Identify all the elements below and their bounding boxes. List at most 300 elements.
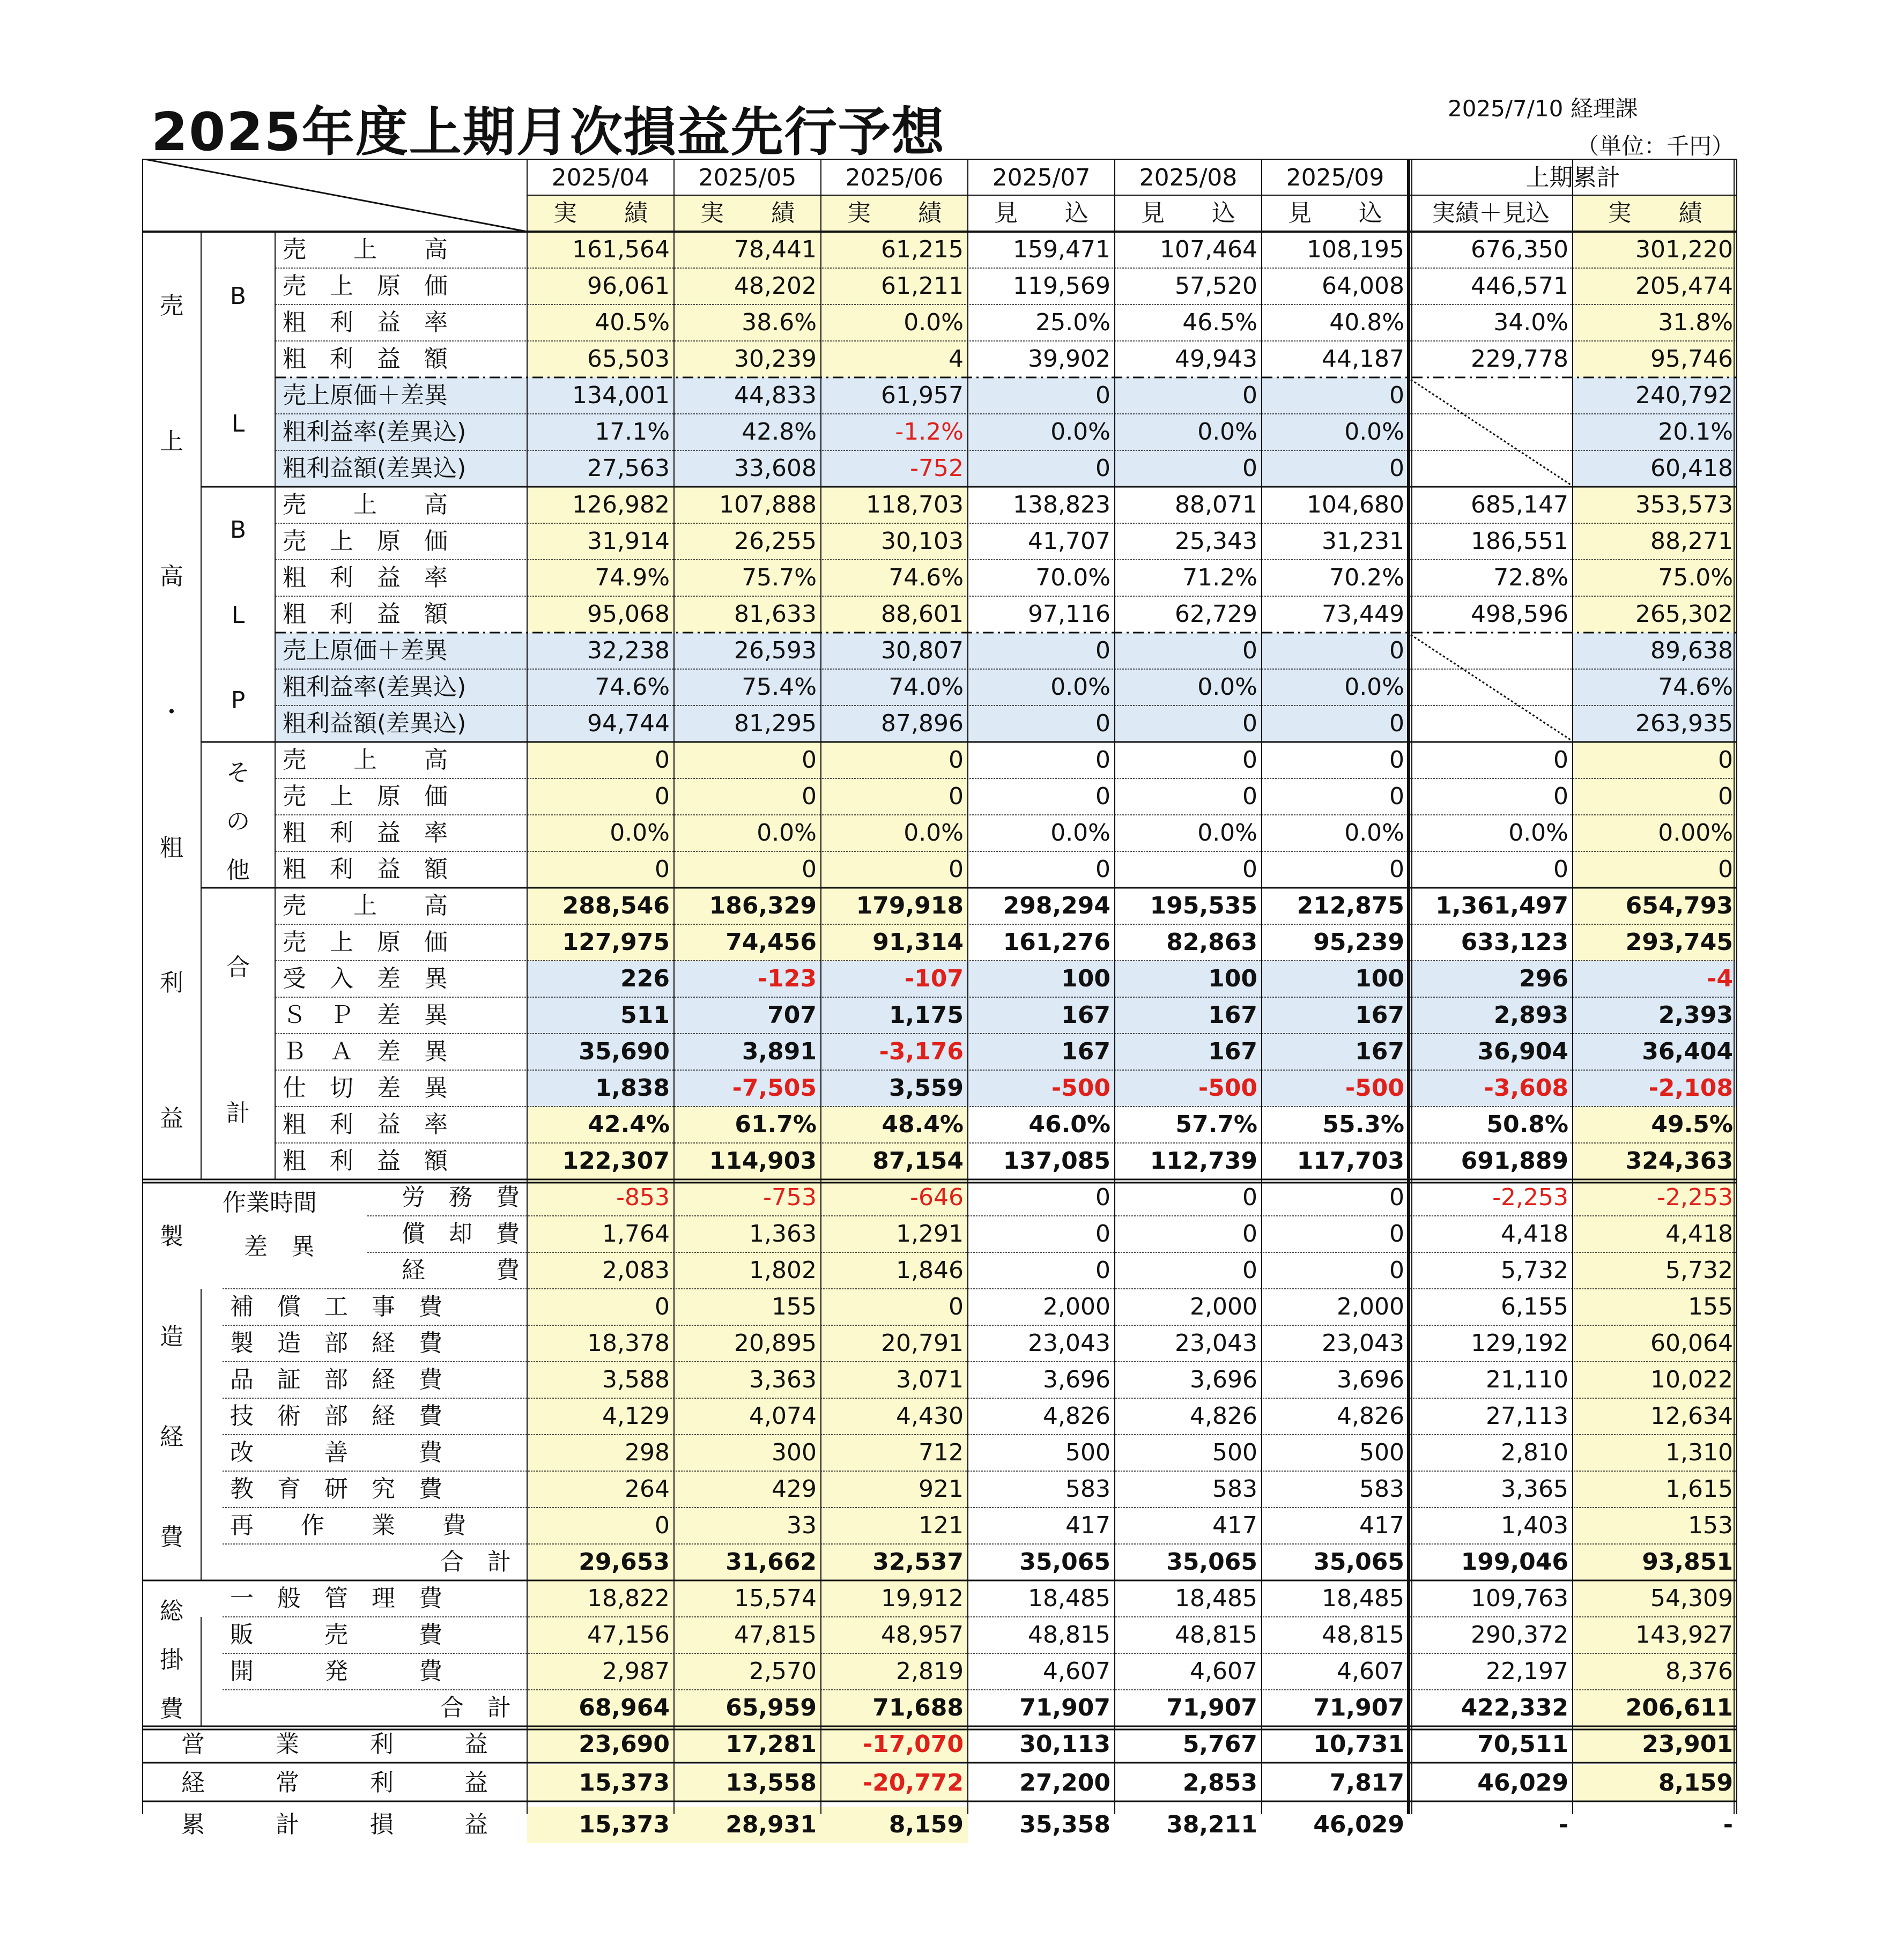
row-label: 累 計 損 益 <box>181 1811 488 1838</box>
group-label-other: の <box>226 808 250 835</box>
value-cell: -752 <box>821 450 968 487</box>
value-cell: 921 <box>821 1471 968 1508</box>
value-cell: 583 <box>1212 1475 1257 1503</box>
value-cell: 0.0% <box>968 669 1115 706</box>
value-cell: -4 <box>1573 961 1737 997</box>
value-cell: 75.7% <box>674 560 821 596</box>
value-cell: 61,957 <box>821 377 968 414</box>
row-label: 粗 利 益 額 <box>283 600 448 628</box>
row-label: 売上原価＋差異 <box>275 633 527 669</box>
value-cell: 126,982 <box>527 487 674 523</box>
value-cell: 153 <box>1573 1508 1737 1544</box>
value-cell: 186,329 <box>674 888 821 924</box>
value-cell: 3,559 <box>821 1070 968 1107</box>
value-cell: 62,729 <box>1175 600 1257 628</box>
value-cell: 15,373 <box>527 1807 674 1843</box>
value-cell: 121 <box>821 1508 968 1544</box>
value-cell: 71.2% <box>1182 564 1257 591</box>
value-cell: 38.6% <box>674 305 821 341</box>
value-cell: 100 <box>1115 961 1262 997</box>
value-cell: 2,393 <box>1573 997 1737 1034</box>
value-cell: -7,505 <box>674 1070 821 1107</box>
value-cell: 0.0% <box>1115 669 1262 706</box>
row-label: 粗 利 益 率 <box>283 1111 448 1138</box>
value-cell: 41,707 <box>1028 528 1110 555</box>
value-cell: 2,570 <box>674 1653 821 1690</box>
value-cell: 226 <box>527 961 674 997</box>
group-label-bl: L <box>231 410 245 437</box>
row-label: 製 造 部 経 費 <box>230 1330 442 1357</box>
value-cell: 0 <box>1389 856 1404 883</box>
value-cell: 2,000 <box>1043 1293 1110 1320</box>
value-cell: 23,043 <box>1175 1330 1257 1357</box>
value-cell: 75.4% <box>674 669 821 706</box>
value-cell: 429 <box>674 1471 821 1508</box>
value-cell: 108,195 <box>1307 236 1404 263</box>
value-cell: 3,365 <box>1501 1475 1568 1503</box>
value-cell: 122,307 <box>527 1143 674 1179</box>
row-label: 売 上 原 価 <box>283 783 448 810</box>
value-cell: 88,601 <box>821 596 968 633</box>
value-cell: 0 <box>1553 783 1568 810</box>
value-cell: 1,310 <box>1573 1435 1737 1471</box>
value-cell: -2,253 <box>1492 1184 1568 1211</box>
row-label: 仕 切 差 異 <box>283 1074 448 1102</box>
value-cell: 12,634 <box>1573 1398 1737 1435</box>
value-cell: 40.8% <box>1329 309 1404 336</box>
value-cell: 60,064 <box>1573 1325 1737 1362</box>
value-cell: 4,418 <box>1573 1216 1737 1252</box>
value-cell: 88,271 <box>1573 523 1737 560</box>
section-label-sales-gross-profit: 高 <box>160 563 183 591</box>
value-cell: 8,159 <box>821 1807 968 1843</box>
value-cell: -107 <box>821 961 968 997</box>
value-cell: 0 <box>1389 746 1404 774</box>
value-cell: 0 <box>1095 856 1110 883</box>
value-cell: 3,891 <box>674 1034 821 1070</box>
value-cell: 75.0% <box>1573 560 1737 596</box>
row-label: 売 上 原 価 <box>283 528 448 555</box>
row-label: 粗利益額(差異込) <box>275 706 527 742</box>
value-cell: 0.0% <box>1262 414 1409 450</box>
page-title: 2025年度上期月次損益先行予想 <box>151 102 945 163</box>
value-cell: 47,815 <box>674 1617 821 1653</box>
value-cell: 89,638 <box>1573 633 1737 669</box>
value-cell: 32,537 <box>821 1544 968 1580</box>
value-cell: 417 <box>1359 1512 1404 1539</box>
value-cell: 21,110 <box>1486 1366 1568 1393</box>
value-cell: -2,108 <box>1573 1070 1737 1107</box>
value-cell: 30,113 <box>1019 1731 1110 1758</box>
month-header: 2025/08 <box>1139 164 1238 191</box>
value-cell: 23,043 <box>1028 1330 1110 1357</box>
value-cell: 36,404 <box>1573 1034 1737 1070</box>
value-cell: -500 <box>968 1070 1115 1107</box>
value-cell: 114,903 <box>674 1143 821 1179</box>
value-cell: 35,690 <box>527 1034 674 1070</box>
value-cell: 119,569 <box>1013 272 1110 300</box>
value-cell: 78,441 <box>674 232 821 268</box>
value-cell: 3,071 <box>821 1362 968 1398</box>
value-cell: 94,744 <box>527 706 674 742</box>
month-header: 2025/04 <box>551 164 650 191</box>
value-cell: 0 <box>1262 706 1409 742</box>
value-cell: 159,471 <box>1013 236 1110 263</box>
value-cell: 500 <box>1065 1439 1110 1466</box>
type-header: 見 込 <box>1141 199 1235 227</box>
value-cell: -20,772 <box>821 1765 968 1801</box>
value-cell: 195,535 <box>1150 892 1257 919</box>
row-label: 売 上 高 <box>283 746 448 774</box>
value-cell: 0.0% <box>968 414 1115 450</box>
value-cell: 44,833 <box>674 377 821 414</box>
value-cell: 324,363 <box>1573 1143 1737 1179</box>
value-cell: 31,662 <box>674 1544 821 1580</box>
value-cell: 199,046 <box>1461 1548 1568 1576</box>
value-cell: 654,793 <box>1573 888 1737 924</box>
value-cell: 0 <box>821 851 968 888</box>
value-cell: 4 <box>821 341 968 377</box>
value-cell: 583 <box>1065 1475 1110 1503</box>
row-label: 粗 利 益 額 <box>283 1147 448 1175</box>
value-cell: 70.2% <box>1329 564 1404 591</box>
value-cell: 18,485 <box>1175 1585 1257 1612</box>
group-label-bl: B <box>229 283 247 310</box>
row-label: 受 入 差 異 <box>283 965 448 992</box>
value-cell: 25.0% <box>1035 309 1110 336</box>
value-cell: 0.0% <box>674 815 821 851</box>
value-cell: 4,129 <box>527 1398 674 1435</box>
value-cell: 511 <box>527 997 674 1034</box>
value-cell: 5,732 <box>1573 1252 1737 1289</box>
value-cell: 91,314 <box>821 924 968 961</box>
value-cell: - <box>1723 1811 1733 1838</box>
value-cell: 72.8% <box>1493 564 1568 591</box>
value-cell: 23,901 <box>1573 1726 1737 1763</box>
value-cell: 0 <box>1095 746 1110 774</box>
value-cell: 48.4% <box>821 1107 968 1143</box>
value-cell: 74.6% <box>1573 669 1737 706</box>
value-cell: 0 <box>1242 1184 1257 1211</box>
pl-forecast-table <box>142 159 1737 1838</box>
value-cell: 8,159 <box>1573 1765 1737 1801</box>
value-cell: 74.6% <box>527 669 674 706</box>
value-cell: 0 <box>1242 1220 1257 1248</box>
value-cell: 0 <box>1095 1184 1110 1211</box>
row-label: 粗利益率(差異込) <box>275 669 527 706</box>
unit-note: （単位：千円） <box>1576 133 1735 159</box>
row-label: 粗利益率(差異込) <box>275 414 527 450</box>
value-cell: 240,792 <box>1573 377 1737 414</box>
row-label: 粗 利 益 率 <box>283 819 448 847</box>
value-cell: 47,156 <box>527 1617 674 1653</box>
row-label: Ｂ Ａ 差 異 <box>283 1038 448 1065</box>
section-label-manufacturing-cost: 製 <box>160 1222 183 1250</box>
value-cell: 4,607 <box>1337 1658 1404 1685</box>
section-label-sga: 総 <box>160 1598 183 1625</box>
value-cell: 2,810 <box>1501 1439 1568 1466</box>
group-label-other: そ <box>226 759 250 787</box>
value-cell: 2,000 <box>1337 1293 1404 1320</box>
value-cell: 27,563 <box>527 450 674 487</box>
value-cell: 691,889 <box>1461 1147 1568 1175</box>
value-cell: 167 <box>968 1034 1115 1070</box>
header-diagonal <box>142 159 527 232</box>
value-cell: 118,703 <box>821 487 968 523</box>
value-cell: 633,123 <box>1461 929 1568 956</box>
value-cell: 167 <box>1115 997 1262 1034</box>
value-cell: 42.4% <box>527 1107 674 1143</box>
row-label: 粗 利 益 額 <box>283 856 448 883</box>
value-cell: 18,485 <box>1322 1585 1404 1612</box>
month-header: 2025/06 <box>845 164 944 191</box>
value-cell: 10,731 <box>1313 1731 1404 1758</box>
value-cell: 2,853 <box>1182 1769 1257 1796</box>
value-cell: 0.0% <box>1344 819 1404 847</box>
value-cell: 40.5% <box>527 305 674 341</box>
type-header: 見 込 <box>994 199 1088 227</box>
value-cell: 18,378 <box>527 1325 674 1362</box>
value-cell: 293,745 <box>1573 924 1737 961</box>
value-cell: 35,358 <box>1019 1811 1110 1838</box>
value-cell: 0 <box>1242 783 1257 810</box>
value-cell: 0 <box>1262 633 1409 669</box>
value-cell: 0 <box>1262 450 1409 487</box>
value-cell: 0 <box>1553 746 1568 774</box>
row-label: 売上原価＋差異 <box>275 377 527 414</box>
value-cell: 73,449 <box>1322 600 1404 628</box>
value-cell: 10,022 <box>1573 1362 1737 1398</box>
section-label-sales-gross-profit: 上 <box>160 427 183 455</box>
value-cell: 0 <box>821 778 968 815</box>
value-cell: 35,065 <box>1313 1548 1404 1576</box>
value-cell: 417 <box>1065 1512 1110 1539</box>
value-cell: 31,914 <box>527 523 674 560</box>
value-cell: 1,838 <box>527 1070 674 1107</box>
value-cell: 0 <box>1115 450 1262 487</box>
value-cell: 13,558 <box>674 1765 821 1801</box>
value-cell: 161,564 <box>527 232 674 268</box>
value-cell: 1,615 <box>1573 1471 1737 1508</box>
section-label-sales-gross-profit: 売 <box>160 292 183 320</box>
value-cell: -3,176 <box>821 1034 968 1070</box>
value-cell: 46.5% <box>1182 309 1257 336</box>
month-header: 2025/09 <box>1286 164 1384 191</box>
value-cell: 167 <box>968 997 1115 1034</box>
value-cell: 23,043 <box>1322 1330 1404 1357</box>
value-cell: 676,350 <box>1471 236 1568 263</box>
value-cell: 296 <box>1409 961 1573 997</box>
value-cell: 0 <box>821 742 968 778</box>
value-cell: 0 <box>968 633 1115 669</box>
value-cell: 5,732 <box>1501 1257 1568 1284</box>
value-cell: 8,376 <box>1573 1653 1737 1690</box>
value-cell: 0 <box>1389 783 1404 810</box>
value-cell: 50.8% <box>1486 1111 1568 1138</box>
value-cell: 1,363 <box>674 1216 821 1252</box>
value-cell: 161,276 <box>1003 929 1110 956</box>
value-cell: -2,253 <box>1573 1179 1737 1216</box>
value-cell: 33,608 <box>674 450 821 487</box>
value-cell: 583 <box>1359 1475 1404 1503</box>
value-cell: 1,764 <box>527 1216 674 1252</box>
value-cell: 57.7% <box>1175 1111 1257 1138</box>
row-label: 償 却 費 <box>402 1220 520 1248</box>
value-cell: -500 <box>1115 1070 1262 1107</box>
value-cell: -3,608 <box>1409 1070 1573 1107</box>
value-cell: 2,819 <box>821 1653 968 1690</box>
row-label: 教 育 研 究 費 <box>230 1475 442 1503</box>
section-label-sales-gross-profit: 利 <box>160 969 183 997</box>
value-cell: 0 <box>1573 742 1737 778</box>
value-cell: 0 <box>1573 778 1737 815</box>
value-cell: 70.0% <box>1035 564 1110 591</box>
type-header: 実 績 <box>821 195 968 232</box>
row-label: 合 計 <box>440 1694 511 1721</box>
value-cell: 129,192 <box>1471 1330 1568 1357</box>
value-cell: 2,987 <box>527 1653 674 1690</box>
value-cell: 0 <box>1262 377 1409 414</box>
row-label: 販 売 費 <box>230 1621 442 1649</box>
section-label-sga: 掛 <box>160 1646 183 1674</box>
value-cell: 0 <box>527 778 674 815</box>
value-cell: 0.0% <box>1197 819 1257 847</box>
value-cell: -123 <box>674 961 821 997</box>
row-label: 売 上 原 価 <box>283 929 448 956</box>
value-cell: 35,065 <box>1166 1548 1257 1576</box>
value-cell: 74.0% <box>821 669 968 706</box>
value-cell: 74.9% <box>527 560 674 596</box>
group-label-total: 合 <box>226 954 250 981</box>
row-label: 粗 利 益 率 <box>283 564 448 591</box>
value-cell: 0 <box>1242 856 1257 883</box>
value-cell: 0 <box>527 1508 674 1544</box>
section-label-sales-gross-profit: 益 <box>160 1104 183 1132</box>
section-label-sga: 費 <box>160 1695 183 1723</box>
type-header: 実 績 <box>674 195 821 232</box>
value-cell: 0 <box>1115 377 1262 414</box>
value-cell: 4,826 <box>1043 1402 1110 1430</box>
value-cell: 65,959 <box>674 1690 821 1726</box>
value-cell: 17,281 <box>674 1726 821 1763</box>
value-cell: 27,200 <box>1019 1769 1110 1796</box>
value-cell: 127,975 <box>527 924 674 961</box>
value-cell: 87,154 <box>821 1143 968 1179</box>
value-cell: 30,807 <box>821 633 968 669</box>
value-cell: 0 <box>1095 1220 1110 1248</box>
value-cell: 212,875 <box>1297 892 1404 919</box>
value-cell: 93,851 <box>1573 1544 1737 1580</box>
row-label: 粗利益額(差異込) <box>275 450 527 487</box>
value-cell: 0.0% <box>1050 819 1110 847</box>
value-cell: 353,573 <box>1573 487 1737 523</box>
value-cell: 422,332 <box>1461 1694 1568 1721</box>
value-cell: 0 <box>1095 1257 1110 1284</box>
value-cell: 74,456 <box>674 924 821 961</box>
value-cell: 112,739 <box>1150 1147 1257 1175</box>
value-cell: -853 <box>527 1179 674 1216</box>
value-cell: 117,703 <box>1297 1147 1404 1175</box>
value-cell: 30,239 <box>674 341 821 377</box>
value-cell: 3,588 <box>527 1362 674 1398</box>
value-cell: 17.1% <box>527 414 674 450</box>
value-cell: 0 <box>968 706 1115 742</box>
value-cell: 0 <box>968 450 1115 487</box>
value-cell: 0 <box>674 742 821 778</box>
value-cell: 31.8% <box>1573 305 1737 341</box>
value-cell: 18,822 <box>527 1580 674 1617</box>
group-label-blp: L <box>231 602 245 629</box>
row-label: 労 務 費 <box>402 1184 520 1211</box>
value-cell: 298,294 <box>1003 892 1110 919</box>
value-cell: 205,474 <box>1573 268 1737 305</box>
value-cell: 2,000 <box>1190 1293 1257 1320</box>
value-cell: -753 <box>674 1179 821 1216</box>
value-cell: 97,116 <box>1028 600 1110 628</box>
month-header: 2025/07 <box>992 164 1091 191</box>
table-grid <box>142 159 1737 1814</box>
value-cell: 33 <box>674 1508 821 1544</box>
value-cell: 71,907 <box>1313 1694 1404 1721</box>
row-label: 営 業 利 益 <box>181 1731 488 1758</box>
value-cell: 707 <box>674 997 821 1034</box>
row-label: 粗 利 益 率 <box>283 309 448 336</box>
value-cell: 0 <box>1389 1220 1404 1248</box>
value-cell: 1,802 <box>674 1252 821 1289</box>
blank-cell-diagonal <box>1411 380 1571 485</box>
value-cell: 26,255 <box>674 523 821 560</box>
value-cell: 87,896 <box>821 706 968 742</box>
value-cell: 712 <box>821 1435 968 1471</box>
labor-variance-label: 作業時間 <box>223 1189 317 1216</box>
row-label: 補 償 工 事 費 <box>230 1293 442 1320</box>
cumulative-type-header: 実 績 <box>1573 195 1737 232</box>
value-cell: 134,001 <box>527 377 674 414</box>
value-cell: 0 <box>821 1289 968 1325</box>
value-cell: 104,680 <box>1307 491 1404 518</box>
value-cell: 42.8% <box>674 414 821 450</box>
value-cell: 265,302 <box>1573 596 1737 633</box>
value-cell: 4,607 <box>1043 1658 1110 1685</box>
value-cell: 0 <box>1115 706 1262 742</box>
value-cell: 18,485 <box>1028 1585 1110 1612</box>
value-cell: 0 <box>527 742 674 778</box>
value-cell: 0.0% <box>527 815 674 851</box>
value-cell: 1,403 <box>1501 1512 1568 1539</box>
value-cell: 107,464 <box>1160 236 1257 263</box>
value-cell: 138,823 <box>1013 491 1110 518</box>
section-label-manufacturing-cost: 経 <box>160 1423 183 1451</box>
value-cell: 44,187 <box>1322 345 1404 373</box>
type-header: 見 込 <box>1288 199 1382 227</box>
value-cell: 4,826 <box>1190 1402 1257 1430</box>
value-cell: 263,935 <box>1573 706 1737 742</box>
value-cell: 46,029 <box>1313 1811 1404 1838</box>
value-cell: 2,083 <box>527 1252 674 1289</box>
type-header: 実 績 <box>527 195 674 232</box>
row-label: 品 証 部 経 費 <box>230 1366 442 1393</box>
group-label-blp: P <box>231 686 246 714</box>
value-cell: 4,430 <box>821 1398 968 1435</box>
value-cell: 29,653 <box>527 1544 674 1580</box>
section-label-sales-gross-profit: ・ <box>160 699 183 726</box>
value-cell: 4,418 <box>1501 1220 1568 1248</box>
section-label-manufacturing-cost: 費 <box>160 1523 183 1551</box>
value-cell: 206,611 <box>1573 1690 1737 1726</box>
value-cell: 34.0% <box>1493 309 1568 336</box>
row-label: Ｓ Ｐ 差 異 <box>283 1001 448 1029</box>
group-label-blp: B <box>229 516 247 544</box>
